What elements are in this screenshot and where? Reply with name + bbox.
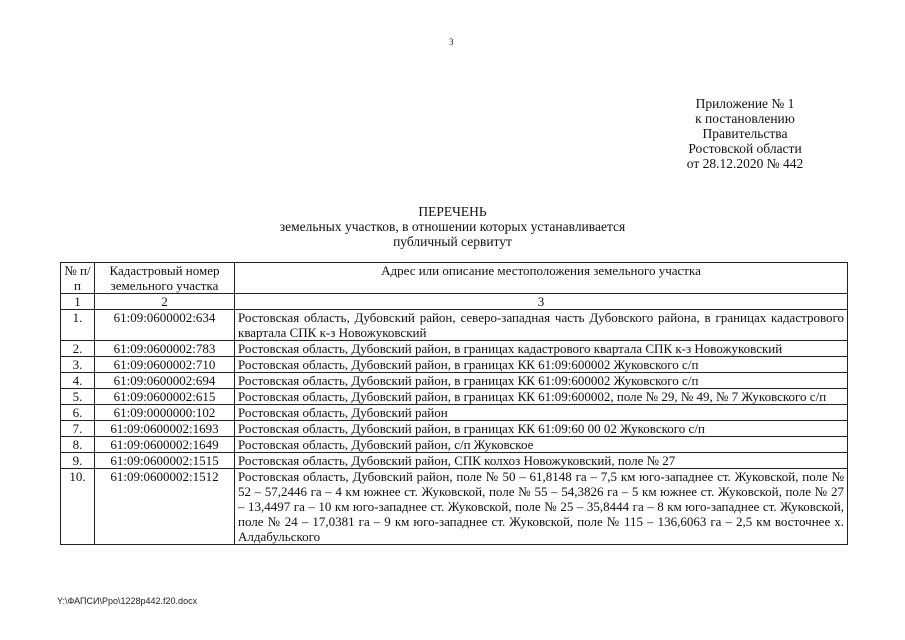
column-number: 1 — [61, 294, 95, 310]
appendix-line: Правительства — [702, 126, 788, 141]
address-cell: Ростовская область, Дубовский район, северо-западная часть Дубовского района, в границах кадастрового квартала СПК к-з Новожуковский — [235, 310, 848, 341]
cadastral-number: 61:09:0000000:102 — [95, 405, 235, 421]
table-row — [61, 357, 848, 373]
address-cell: Ростовская область, Дубовский район, в границах КК 61:09:600002 Жуковского с/п — [235, 373, 848, 389]
table-row — [61, 469, 848, 545]
cadastral-number: 61:09:0600002:1693 — [95, 421, 235, 437]
title-block — [250, 204, 655, 249]
cadastral-number: 61:09:0600002:783 — [95, 341, 235, 357]
row-number: 10. — [61, 469, 95, 545]
row-number: 8. — [61, 437, 95, 453]
cadastral-number: 61:09:0600002:710 — [95, 357, 235, 373]
column-number: 3 — [235, 294, 848, 310]
page-number: 3 — [449, 37, 454, 47]
table-row — [61, 373, 848, 389]
address-cell: Ростовская область, Дубовский район, поле № 50 – 61,8148 га – 7,5 км юго-западнее ст. Жуковской, поле № 52 – 57,2446 га – 4 км южнее ст. Жуковской, поле № 55 – 54,3826 га – 5 км южнее ст. Жуковской, поле № 27 – 13,4497 га – 10 км юго-западнее ст. Жуковской, поле № 25 – 35,8444 га – 8 км юго-западнее ст. Жуковской, поле № 24 – 17,0381 га – 9 км юго-западнее ст. Жуковской, поле № 115 – 136,6063 га – 2,5 км восточнее х. Алдабульского — [235, 469, 848, 545]
address-cell: Ростовская область, Дубовский район, в границах КК 61:09:600002 Жуковского с/п — [235, 357, 848, 373]
row-number: 7. — [61, 421, 95, 437]
appendix-line: к постановлению — [695, 111, 795, 126]
table-row — [61, 421, 848, 437]
row-number: 3. — [61, 357, 95, 373]
address-cell: Ростовская область, Дубовский район — [235, 405, 848, 421]
appendix-line: Приложение № 1 — [695, 96, 795, 111]
row-number: 1. — [61, 310, 95, 341]
cadastral-number: 61:09:0600002:1512 — [95, 469, 235, 545]
document-subtitle: земельных участков, в отношении которых устанавливается публичный сервитут — [279, 219, 626, 249]
column-number: 2 — [95, 294, 235, 310]
row-number: 2. — [61, 341, 95, 357]
header-num: № п/п — [61, 263, 95, 294]
header-cadastral: Кадастровый номер земельного участка — [95, 263, 235, 294]
table-row — [61, 405, 848, 421]
row-number: 9. — [61, 453, 95, 469]
address-cell: Ростовская область, Дубовский район, в границах КК 61:09:600002, поле № 29, № 49, № 7 Жуковского с/п — [235, 389, 848, 405]
table-row — [61, 437, 848, 453]
address-cell: Ростовская область, Дубовский район, в границах КК 61:09:60 00 02 Жуковского с/п — [235, 421, 848, 437]
table-row — [61, 389, 848, 405]
row-number: 6. — [61, 405, 95, 421]
appendix-line: от 28.12.2020 № 442 — [686, 156, 804, 171]
cadastral-number: 61:09:0600002:694 — [95, 373, 235, 389]
table-row — [61, 341, 848, 357]
appendix-header — [660, 96, 830, 171]
land-plots-table — [60, 262, 848, 545]
table-row — [61, 310, 848, 341]
document-title: ПЕРЕЧЕНЬ — [418, 204, 487, 219]
header-address: Адрес или описание местоположения земельного участка — [235, 263, 848, 294]
table-row — [61, 453, 848, 469]
address-cell: Ростовская область, Дубовский район, в границах кадастрового квартала СПК к-з Новожуковский — [235, 341, 848, 357]
cadastral-number: 61:09:0600002:1649 — [95, 437, 235, 453]
cadastral-number: 61:09:0600002:615 — [95, 389, 235, 405]
appendix-line: Ростовской области — [688, 141, 802, 156]
row-number: 4. — [61, 373, 95, 389]
cadastral-number: 61:09:0600002:634 — [95, 310, 235, 341]
table-header-row — [61, 263, 848, 294]
file-path-footer: Y:\ФАПСИ\Ppo\1228p442.f20.docx — [57, 596, 198, 606]
column-number-row — [61, 294, 848, 310]
cadastral-number: 61:09:0600002:1515 — [95, 453, 235, 469]
address-cell: Ростовская область, Дубовский район, с/п Жуковское — [235, 437, 848, 453]
row-number: 5. — [61, 389, 95, 405]
address-cell: Ростовская область, Дубовский район, СПК колхоз Новожуковский, поле № 27 — [235, 453, 848, 469]
